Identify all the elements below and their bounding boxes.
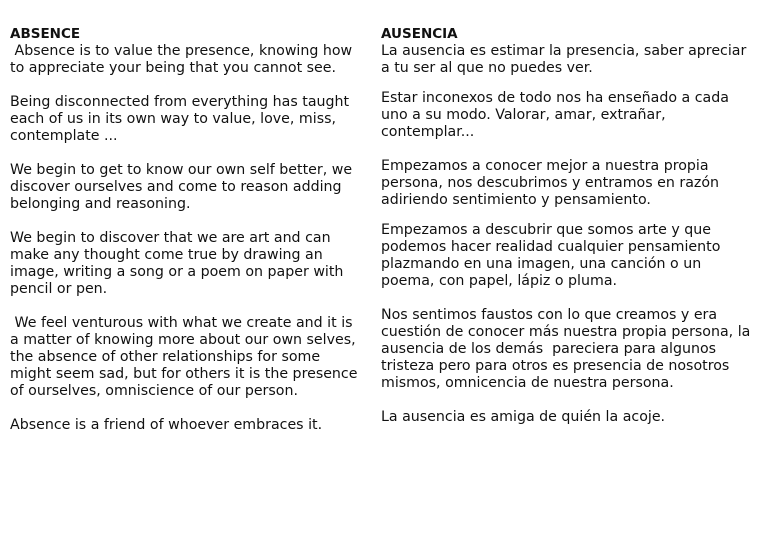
english-paragraph-4: We begin to discover that we are art and can make any thought come true by drawing an image, writing a song or a poem on paper with pencil or pen. <box>10 230 344 297</box>
spanish-paragraph-3: Empezamos a conocer mejor a nuestra propia persona, nos descubrimos y entramos en razón adiriendo sentimiento y pensamiento. <box>381 158 720 208</box>
spanish-paragraph-5: Nos sentimos faustos con lo que creamos y era cuestión de conocer más nuestra propia persona, la ausencia de los demás pareciera para algunos tristeza pero para otros es presencia de nosotros mismos, omnicencia de nuestra persona. <box>381 307 755 391</box>
english-paragraph-5: We feel venturous with what we create and it is a matter of knowing more about our own selves, the absence of other relationships for some might seem sad, but for others it is the presence of ourselves, omniscience of our person. <box>10 315 362 399</box>
english-column <box>10 26 362 434</box>
english-paragraph-1: Absence is to value the presence, knowing how to appreciate your being that you cannot see. <box>10 43 357 76</box>
spanish-title: AUSENCIA <box>381 26 458 42</box>
english-paragraph-3: We begin to get to know our own self better, we discover ourselves and come to reason adding belonging and reasoning. <box>10 162 353 212</box>
spanish-paragraph-1: La ausencia es estimar la presencia, saber apreciar a tu ser al que no puedes ver. <box>381 43 747 76</box>
english-title: ABSENCE <box>10 26 81 42</box>
english-paragraph-2: Being disconnected from everything has taught each of us in its own way to value, love, miss, contemplate ... <box>10 94 350 144</box>
spanish-paragraph-6: La ausencia es amiga de quién la acoje. <box>381 409 666 425</box>
spanish-paragraph-2: Estar inconexos de todo nos ha enseñado a cada uno a su modo. Valorar, amar, extrañar, contemplar... <box>381 90 729 140</box>
spanish-paragraph-4: Empezamos a descubrir que somos arte y que podemos hacer realidad cualquier pensamiento plazmando en una imagen, una canción o un poema, con papel, lápiz o pluma. <box>381 222 721 289</box>
english-paragraph-6: Absence is a friend of whoever embraces it. <box>10 417 323 433</box>
spanish-column <box>381 26 755 426</box>
